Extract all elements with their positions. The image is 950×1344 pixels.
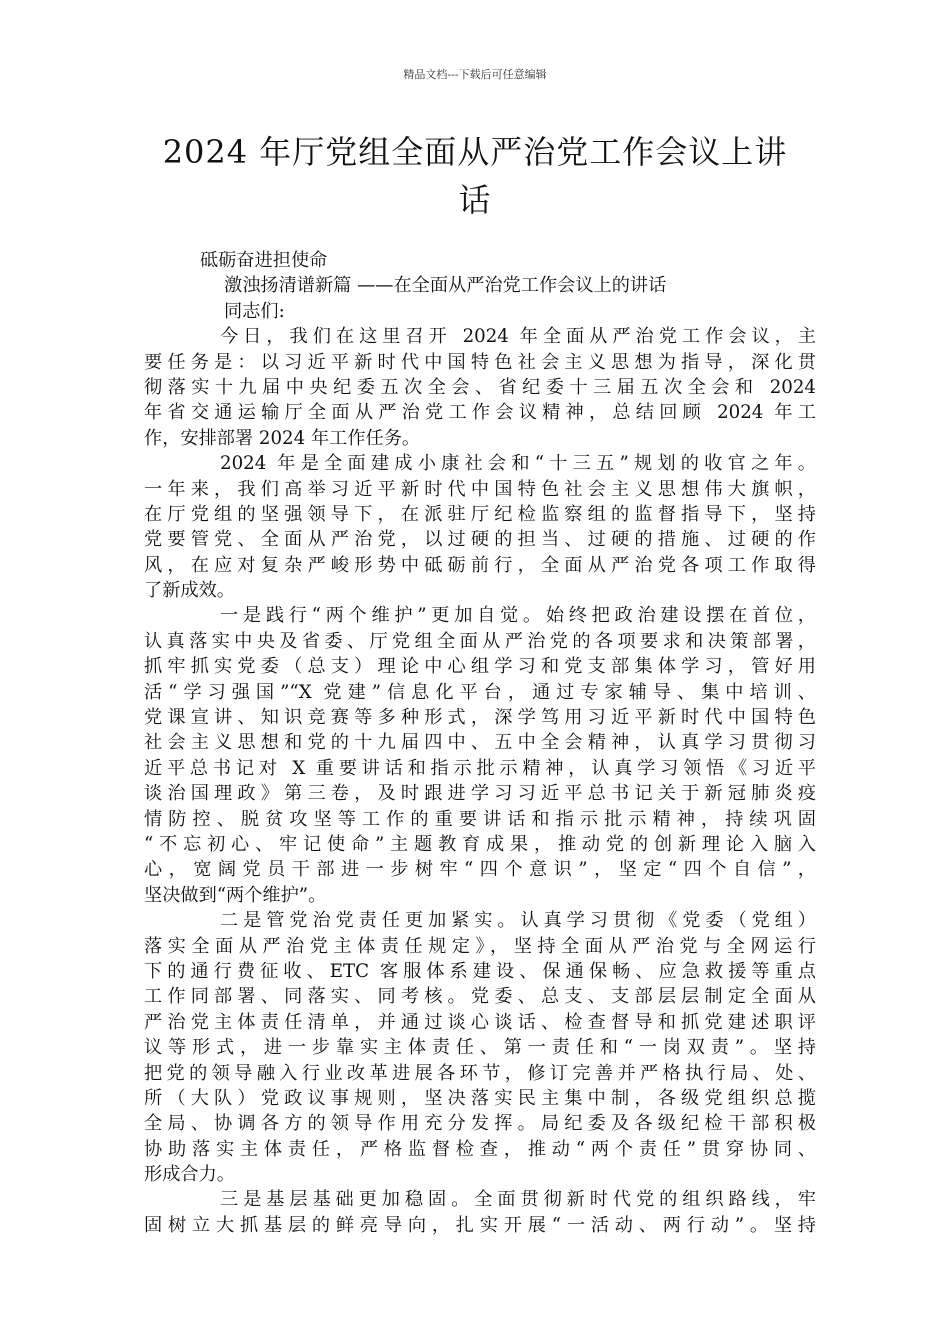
body-line: 2024 年是全面建成小康社会和“十三五”规划的收官之年。 — [220, 453, 816, 475]
body-line: 一是践行“两个维护”更加自觉。始终把政治建设摆在首位， — [220, 605, 816, 627]
body-line: 党课宣讲、知识竞赛等多种形式，深学笃用习近平新时代中国特色 — [144, 707, 816, 729]
body-line: 形成合力。 — [144, 1164, 235, 1186]
body-line: “不忘初心、牢记使命”主题教育成果，推动党的创新理论入脑入 — [144, 833, 816, 855]
body-line: 三是基层基础更加稳固。全面贯彻新时代党的组织路线，牢 — [220, 1189, 816, 1211]
body-line: 活“学习强国”“X 党建”信息化平台，通过专家辅导、集中培训、 — [144, 681, 816, 703]
document-body — [144, 248, 816, 1238]
page-header: 精品文档---下载后可任意编辑 — [403, 68, 547, 81]
body-line: 激浊扬清谱新篇 ——在全面从严治党工作会议上的讲话 — [224, 275, 667, 297]
body-line: 社会主义思想和党的十九届四中、五中全会精神，认真学习贯彻习 — [144, 732, 816, 754]
body-line: 今日，我们在这里召开 2024 年全面从严治党工作会议，主 — [220, 326, 816, 348]
body-line: 所（大队）党政议事规则，坚决落实民主集中制，各级党组织总揽 — [144, 1087, 816, 1109]
body-line: 要任务是：以习近平新时代中国特色社会主义思想为指导，深化贯 — [144, 351, 816, 373]
body-line: 坚决做到“两个维护”。 — [144, 884, 327, 906]
body-line: 落实全面从严治党主体责任规定》，坚持全面从严治党与全网运行 — [144, 935, 816, 957]
title-line-2: 话 — [458, 181, 492, 219]
body-line: 全局、协调各方的领导作用充分发挥。局纪委及各级纪检干部积极 — [144, 1113, 816, 1135]
body-line: 二是管党治党责任更加紧实。认真学习贯彻《党委（党组） — [220, 910, 816, 932]
body-line: 党要管党、全面从严治党，以过硬的担当、过硬的措施、过硬的作 — [144, 529, 816, 551]
body-line: 心，宽阔党员干部进一步树牢“四个意识”，坚定“四个自信”， — [144, 859, 816, 881]
body-line: 了新成效。 — [144, 580, 235, 602]
body-line: 固树立大抓基层的鲜亮导向，扎实开展“一活动、两行动”。坚持 — [144, 1214, 816, 1236]
document-title — [120, 128, 830, 224]
body-line: 在厅党组的坚强领导下，在派驻厅纪检监察组的监督指导下，坚持 — [144, 503, 816, 525]
title-line-1: 2024 年厅党组全面从严治党工作会议上讲 — [162, 133, 788, 171]
body-line: 工作同部署、同落实、同考核。党委、总支、支部层层制定全面从 — [144, 986, 816, 1008]
body-line: 近平总书记对 X 重要讲话和指示批示精神，认真学习领悟《习近平 — [144, 757, 816, 779]
body-line: 砥砺奋进担使命 — [200, 250, 328, 271]
body-line: 同志们: — [224, 300, 285, 322]
body-line: 抓牢抓实党委（总支）理论中心组学习和党支部集体学习，管好用 — [144, 656, 816, 678]
body-line: 严治党主体责任清单，并通过谈心谈话、检查督导和抓党建述职评 — [144, 1011, 816, 1033]
body-line: 风，在应对复杂严峻形势中砥砺前行，全面从严治党各项工作取得 — [144, 554, 816, 576]
body-line: 把党的领导融入行业改革进展各环节，修订完善并严格执行局、处、 — [144, 1062, 816, 1084]
body-line: 协助落实主体责任，严格监督检查，推动“两个责任”贯穿协同、 — [144, 1138, 816, 1160]
body-line: 一年来，我们高举习近平新时代中国特色社会主义思想伟大旗帜， — [144, 478, 816, 500]
body-line: 彻落实十九届中央纪委五次全会、省纪委十三届五次全会和 2024 — [144, 376, 816, 398]
body-line: 下的通行费征收、ETC 客服体系建设、保通保畅、应急救援等重点 — [144, 960, 816, 982]
body-line: 年省交通运输厅全面从严治党工作会议精神，总结回顾 2024 年工 — [144, 402, 816, 424]
body-line: 认真落实中央及省委、厅党组全面从严治党的各项要求和决策部署， — [144, 630, 816, 652]
body-line: 议等形式，进一步靠实主体责任、第一责任和“一岗双责”。坚持 — [144, 1037, 816, 1059]
body-line: 作，安排部署 2024 年工作任务。 — [144, 427, 421, 449]
body-line: 谈治国理政》第三卷，及时跟进学习习近平总书记关于新冠肺炎疫 — [144, 783, 816, 805]
body-line: 情防控、脱贫攻坚等工作的重要讲话和指示批示精神，持续巩固 — [144, 808, 816, 830]
